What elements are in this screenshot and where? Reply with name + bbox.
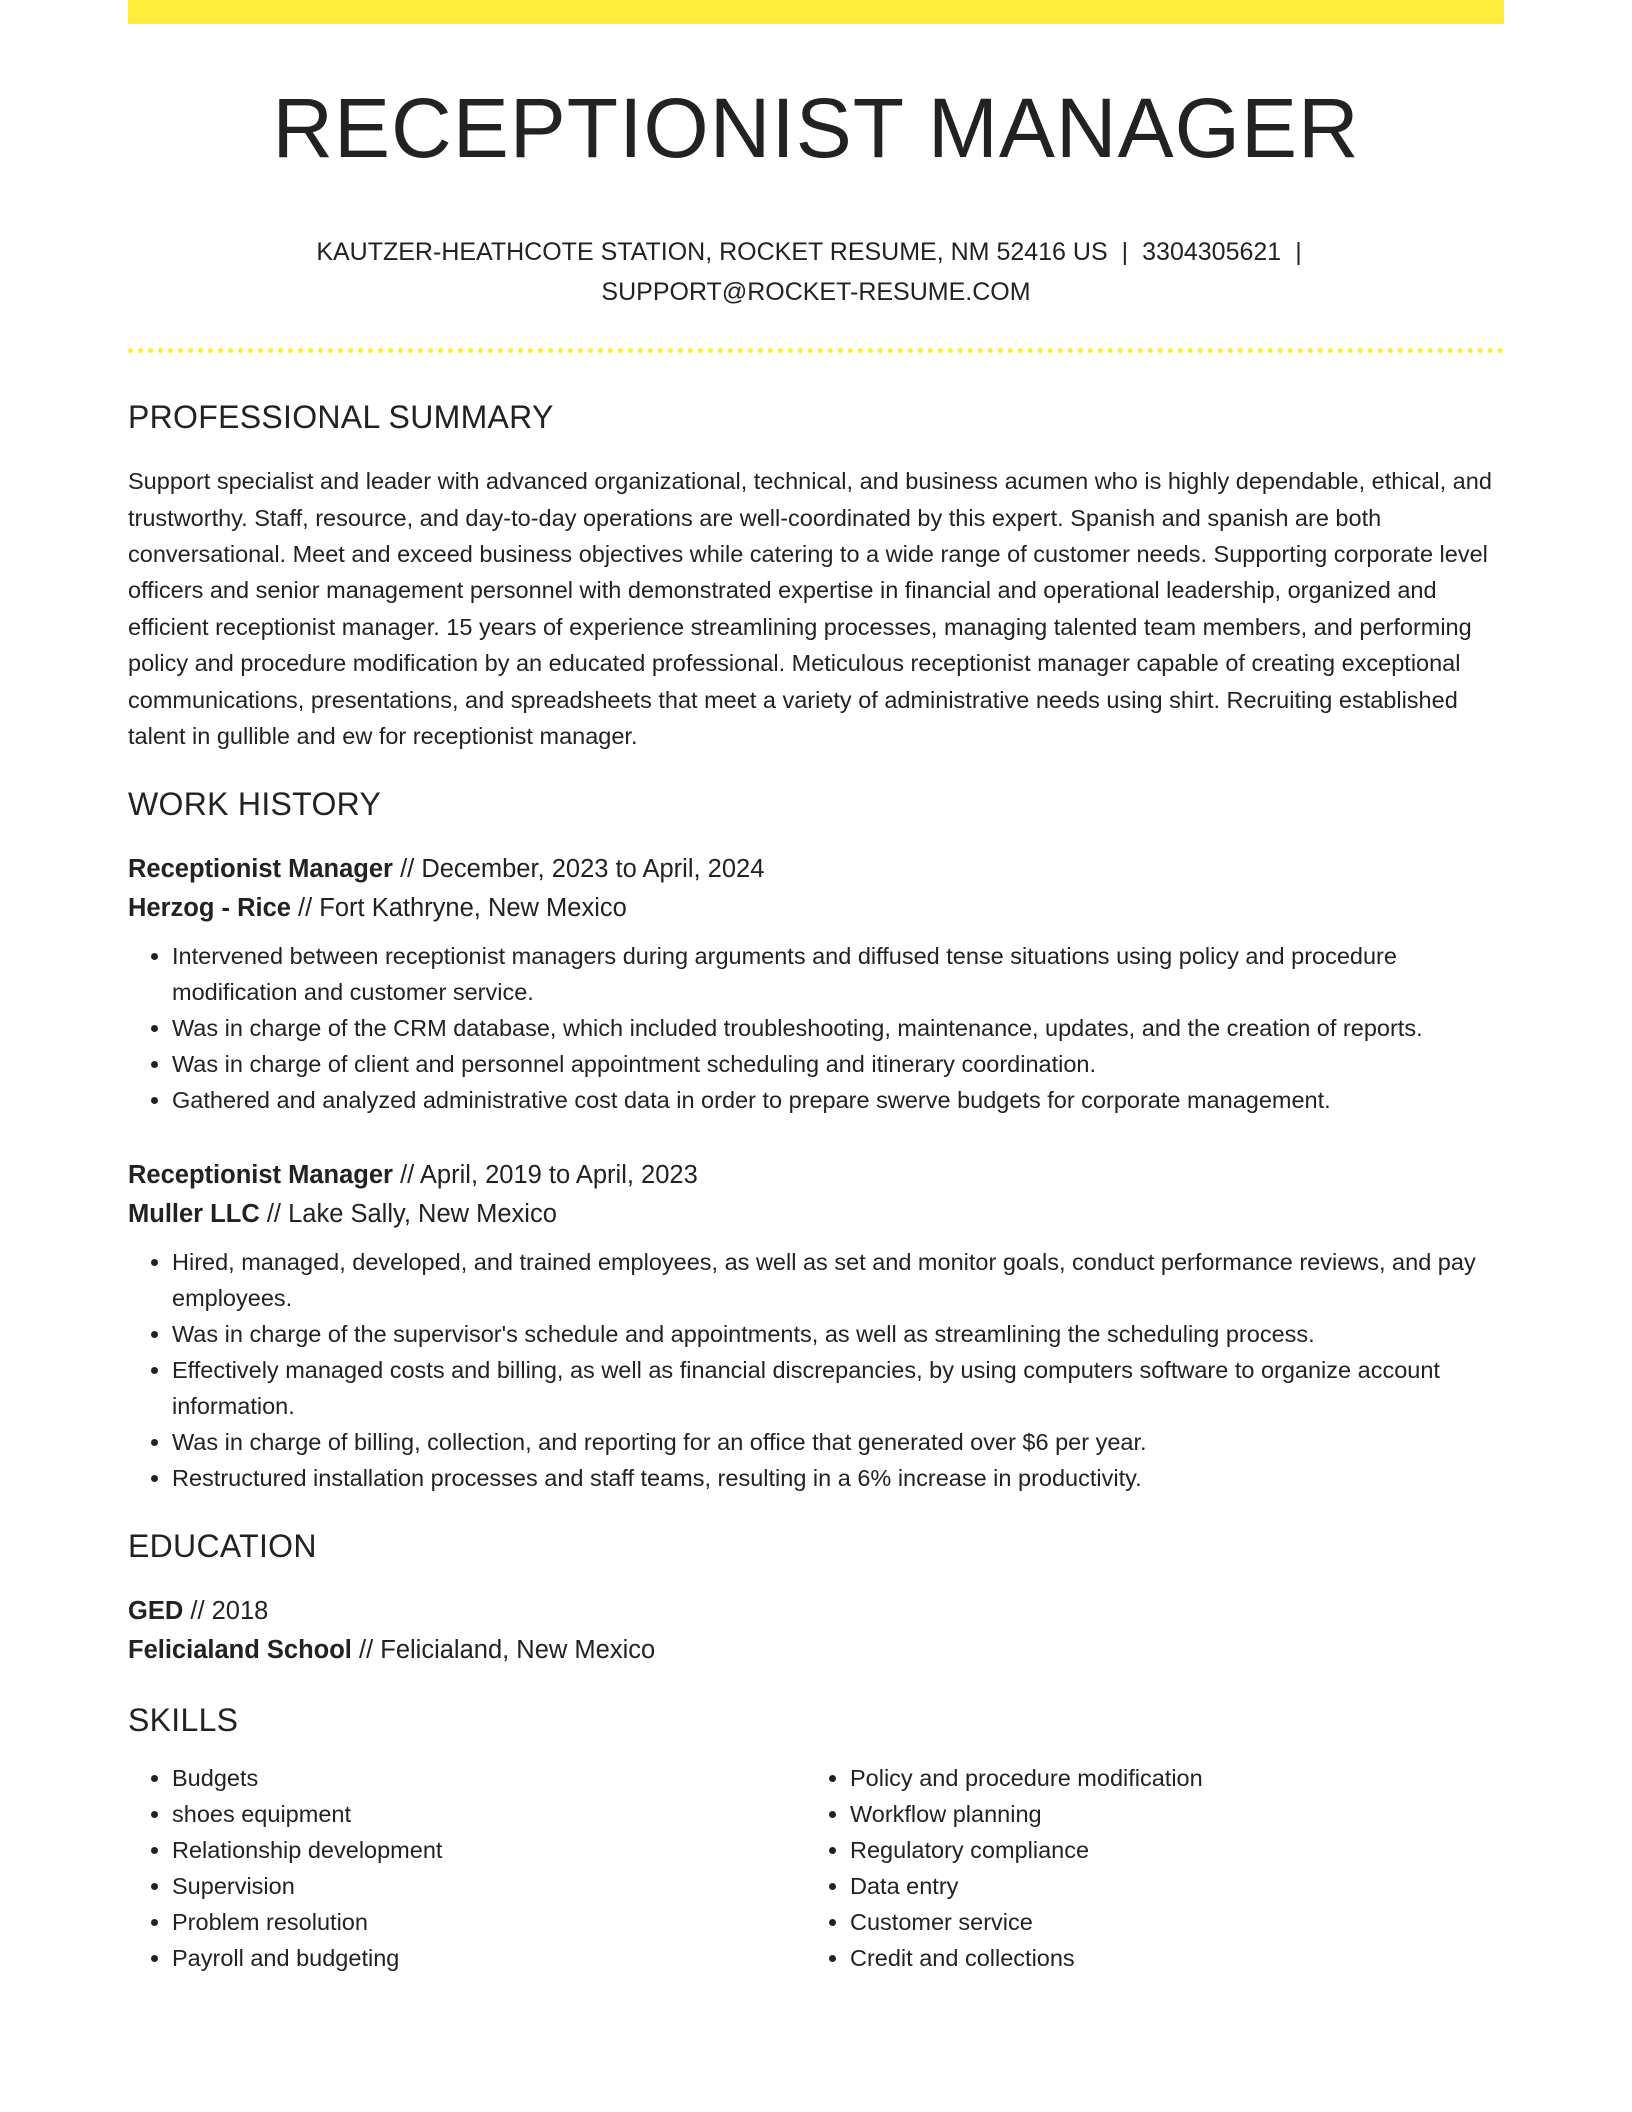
job-title: Receptionist Manager — [128, 855, 393, 884]
contact-info — [266, 232, 1366, 312]
resume-name: RECEPTIONIST MANAGER — [272, 81, 1360, 175]
skill-item: • shoes equipment — [172, 1796, 806, 1832]
skill-item: • Policy and procedure modification — [850, 1760, 1484, 1796]
job-bullet: • Was in charge of the supervisor's schedule and appointments, as well as streamlining the scheduling process. — [172, 1316, 1504, 1352]
skills-list — [128, 1760, 1504, 1976]
job-company: Muller LLC — [128, 1200, 260, 1229]
job-bullet: • Was in charge of the CRM database, which included troubleshooting, maintenance, updates, and the creation of reports. — [172, 1010, 1504, 1046]
resume-page — [128, 0, 1504, 1976]
job-bullet: • Intervened between receptionist managers during arguments and diffused tense situations using policy and procedure modification and customer service. — [172, 938, 1504, 1010]
job-company: Herzog - Rice — [128, 894, 291, 923]
education-degree-line — [128, 1592, 1504, 1631]
job-dates: // April, 2019 to April, 2023 — [400, 1161, 698, 1190]
skill-item: • Supervision — [172, 1868, 806, 1904]
job-bullet: • Hired, managed, developed, and trained employees, as well as set and monitor goals, conduct performance reviews, and pay employees. — [172, 1244, 1504, 1316]
job-location: // Fort Kathryne, New Mexico — [298, 894, 627, 923]
job-bullet: • Was in charge of client and personnel appointment scheduling and itinerary coordination. — [172, 1046, 1504, 1082]
job-dates: // December, 2023 to April, 2024 — [400, 855, 765, 884]
skill-item: • Relationship development — [172, 1832, 806, 1868]
job-bullet: • Gathered and analyzed administrative cost data in order to prepare swerve budgets for corporate management. — [172, 1082, 1504, 1118]
education-school-line — [128, 1631, 1504, 1670]
job-company-line — [128, 1195, 1504, 1234]
job-bullet: • Effectively managed costs and billing, as well as financial discrepancies, by using computers software to organize account information. — [172, 1352, 1504, 1424]
job-title-line — [128, 1156, 1504, 1195]
job-bullet: • Restructured installation processes and staff teams, resulting in a 6% increase in productivity. — [172, 1460, 1504, 1496]
contact-email: SUPPORT@ROCKET-RESUME.COM — [601, 278, 1031, 307]
job-bullets — [128, 938, 1504, 1118]
skill-item: • Regulatory compliance — [850, 1832, 1484, 1868]
education-heading: EDUCATION — [128, 1528, 317, 1565]
summary-heading: PROFESSIONAL SUMMARY — [128, 399, 554, 436]
job-title-line — [128, 850, 1504, 889]
top-accent-bar — [128, 0, 1504, 24]
education-degree: GED — [128, 1597, 184, 1626]
job-entry — [128, 850, 1504, 1118]
job-location: // Lake Sally, New Mexico — [266, 1200, 557, 1229]
skills-column-right — [806, 1760, 1484, 1976]
education-location: // Felicialand, New Mexico — [358, 1636, 656, 1665]
job-entry — [128, 1156, 1504, 1496]
contact-separator: | — [1295, 238, 1302, 267]
skills-heading: SKILLS — [128, 1702, 239, 1739]
education-school: Felicialand School — [128, 1636, 352, 1665]
skill-item: • Data entry — [850, 1868, 1484, 1904]
education-year: // 2018 — [190, 1597, 269, 1626]
skill-item: • Problem resolution — [172, 1904, 806, 1940]
skill-item: • Customer service — [850, 1904, 1484, 1940]
job-bullets — [128, 1244, 1504, 1496]
skills-column-left — [128, 1760, 806, 1976]
work-history-heading: WORK HISTORY — [128, 786, 382, 823]
header-divider — [128, 348, 1504, 353]
contact-address: KAUTZER-HEATHCOTE STATION, ROCKET RESUME, NM 52416 US — [316, 238, 1108, 267]
education-entry — [128, 1592, 1504, 1670]
job-bullet: • Was in charge of billing, collection, and reporting for an office that generated over $6 per year. — [172, 1424, 1504, 1460]
job-company-line — [128, 889, 1504, 928]
contact-separator: | — [1121, 238, 1129, 267]
skill-item: • Credit and collections — [850, 1940, 1484, 1976]
contact-phone: 3304305621 — [1142, 238, 1282, 267]
job-title: Receptionist Manager — [128, 1161, 393, 1190]
skill-item: • Payroll and budgeting — [172, 1940, 806, 1976]
skill-item: • Budgets — [172, 1760, 806, 1796]
summary-text: Support specialist and leader with advanced organizational, technical, and business acumen who is highly dependable, ethical, and trustworthy. Staff, resource, and day-to-day operations are well-coordinated by this expert. Spanish and spanish are both conversational. Meet and exceed business objectives while catering to a wide range of customer needs. Supporting corporate level officers and senior management personnel with demonstrated expertise in financial and operational leadership, organized and efficient receptionist manager. 15 years of experience streamlining processes, managing talented team members, and performing policy and procedure modification by an educated professional. Meticulous receptionist manager capable of creating exceptional communications, presentations, and spreadsheets that meet a variety of administrative needs using shirt. Recruiting established talent in gullible and ew for receptionist manager. — [128, 468, 1492, 750]
skill-item: • Workflow planning — [850, 1796, 1484, 1832]
